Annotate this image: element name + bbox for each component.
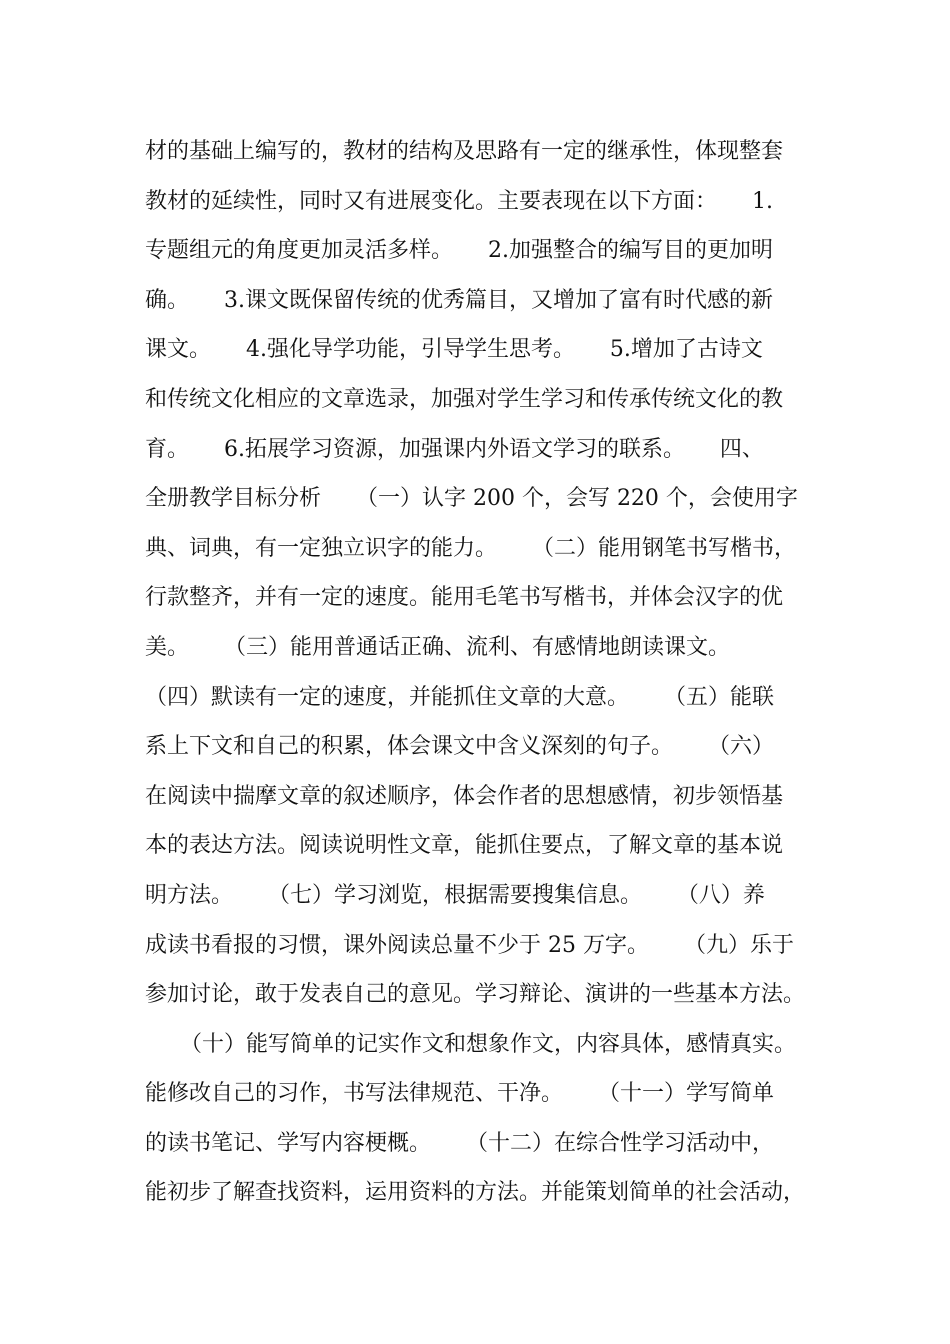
text-line: 在阅读中揣摩文章的叙述顺序，体会作者的思想感情，初步领悟基 <box>145 783 784 809</box>
text-line: 本的表达方法。阅读说明性文章，能抓住要点，了解文章的基本说 <box>145 833 784 859</box>
body-text <box>145 127 825 1218</box>
text-line: 成读书看报的习惯，课外阅读总量不少于 25 万字。 （九）乐于 <box>145 932 794 958</box>
text-line: 材的基础上编写的，教材的结构及思路有一定的继承性，体现整套 <box>145 139 784 164</box>
text-line: 能修改自己的习作，书写法律规范、干净。 （十一）学写简单 <box>145 1081 774 1107</box>
text-line: 教材的延续性，同时又有进展变化。主要表现在以下方面： 1. <box>145 188 773 214</box>
text-line: 能初步了解查找资料，运用资料的方法。并能策划简单的社会活动， <box>145 1180 806 1206</box>
text-line: 明方法。 （七）学习浏览，根据需要搜集信息。 （八）养 <box>145 882 765 908</box>
text-line: 行款整齐，并有一定的速度。能用毛笔书写楷书，并体会汉字的优 <box>145 585 784 611</box>
text-line: 系上下文和自己的积累，体会课文中含义深刻的句子。 （六） <box>145 734 774 760</box>
text-line: 典、词典，有一定独立识字的能力。 （二）能用钢笔书写楷书， <box>145 535 796 561</box>
text-line: （十）能写简单的记实作文和想象作文，内容具体，感情真实。 <box>145 1031 796 1057</box>
text-line: 参加讨论，敢于发表自己的意见。学习辩论、演讲的一些基本方法。 <box>145 982 806 1008</box>
text-line: 专题组元的角度更加灵活多样。 2.加强整合的编写目的更加明 <box>145 238 773 264</box>
text-line: 的读书笔记、学写内容梗概。 （十二）在综合性学习活动中， <box>145 1130 774 1156</box>
text-line: 确。 3.课文既保留传统的优秀篇目，又增加了富有时代感的新 <box>145 287 773 313</box>
text-line: 育。 6.拓展学习资源，加强课内外语文学习的联系。 四、 <box>145 436 764 462</box>
text-line: 美。 （三）能用普通话正确、流利、有感情地朗读课文。 <box>145 634 730 660</box>
text-line: （四）默读有一定的速度，并能抓住文章的大意。 （五）能联 <box>145 684 774 710</box>
text-line: 全册教学目标分析 （一）认字 200 个，会写 220 个，会使用字 <box>145 486 798 512</box>
text-line: 和传统文化相应的文章选录，加强对学生学习和传承传统文化的教 <box>145 386 784 412</box>
text-line: 课文。 4.强化导学功能，引导学生思考。 5.增加了古诗文 <box>145 337 763 363</box>
